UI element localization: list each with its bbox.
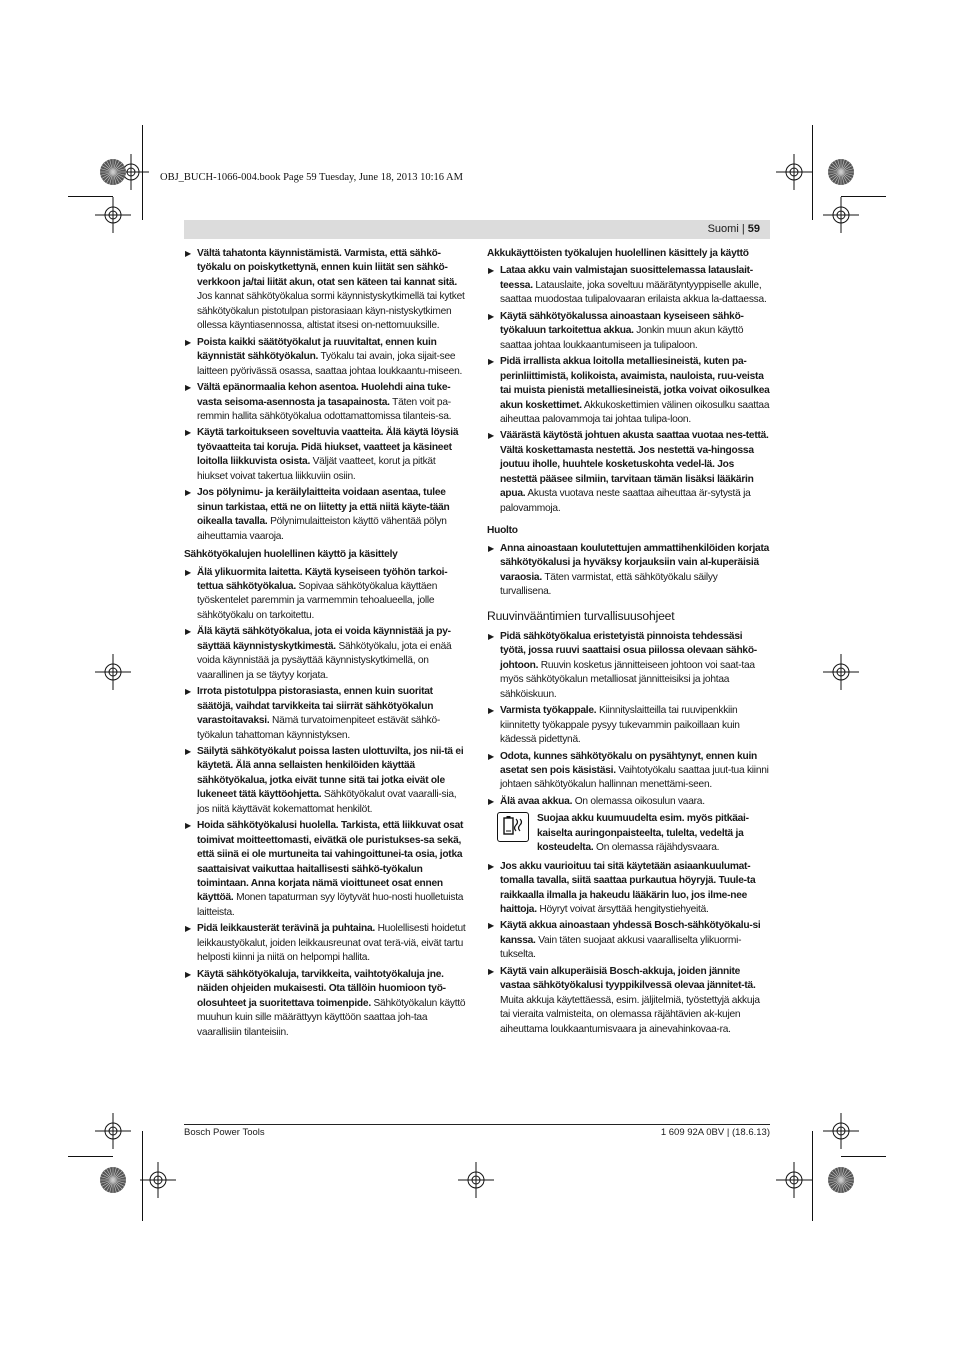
bullet-body-text: Sähkötyökalun käyttö muuhun kuin sille määrättyyn käyttöön saattaa joh-taa vaarallisiin tilanteisiin. <box>197 997 466 1038</box>
bullet-bold-text: Käytä tarkoitukseen soveltuvia vaatteita. Älä käytä löysiä työvaatteita tai koruja. Pidä hiukset, vaatteet ja käsineet loitolla liikkuvista osista. <box>197 427 459 468</box>
bullet-body-text: Akkukoskettimien välinen oikosulku saattaa aiheuttaa palovammoja tai johtaa tulipa-loon. <box>500 399 770 425</box>
bullet-arrow-icon: ▶ <box>488 631 494 641</box>
bullet-body-text: Täten voit pa-remmin hallita sähkötyökalua odottamattomissa tilanteis-sa. <box>197 396 452 422</box>
bullet-item <box>184 625 467 683</box>
bullet-item <box>487 704 770 747</box>
bullet-item <box>487 919 770 962</box>
bullet-arrow-icon: ▶ <box>488 796 494 806</box>
battery-heat-warning-icon <box>497 812 529 842</box>
bullet-arrow-icon: ▶ <box>185 567 191 577</box>
bullet-body-text: Jos kannat sähkötyökalua sormi käynnistyskytkimellä tai kytket sähkötyökalun pistotulpan pistorasiaan käyn-nistyskytkimen ollessa käyntiasennossa, altistat itsesi on-nettomuuksille. <box>197 291 465 332</box>
bullet-bold-text: Irrota pistotulppa pistorasiasta, ennen kuin suoritat säätöjä, vaihdat tarvikkeita tai siirrät sähkötyökalun varastoitavaksi. <box>197 686 434 727</box>
subhead-service: Huolto <box>487 525 518 537</box>
bullet-body-text: Kiinnityslaitteilla tai ruuvipenkkiin kiinnitetty työkappale pysyy tukevammin paikoillaan kuin kädessä pidettynä. <box>500 705 740 746</box>
bullet-arrow-icon: ▶ <box>185 428 191 438</box>
crop-mark-line <box>812 1131 813 1221</box>
bullet-item <box>487 795 770 809</box>
bullet-arrow-icon: ▶ <box>185 488 191 498</box>
bullet-bold-text: Jos pölynimu- ja keräilylaitteita voidaan asentaa, tulee sinun tarkistaa, että ne on liitetty ja että niitä käyte-tään oikealla tavalla. <box>197 487 450 528</box>
bullet-bold-text: Pidä sähkötyökalua eristetyistä pinnoista tehdessäsi työtä, jossa ruuvi saattaisi osua piilossa olevaan sähkö-johtoon. <box>500 630 757 671</box>
registration-mark-icon <box>821 1111 861 1151</box>
registration-mark-icon <box>456 1160 496 1200</box>
bullet-bold-text: Säilytä sähkötyökalut poissa lasten ulottuvilta, jos nii-tä ei käytetä. Älä anna sellaisten henkilöiden käyttää sähkötyökalua, jotka eivät tunne sitä tai jotka eivät ole lukeneet tätä käyttöohjetta. <box>197 745 464 801</box>
bullet-bold-text: Pidä irrallista akkua loitolla metalliesineistä, kuten pa-perinliittimistä, kolikoista, avaimista, nauloista, ruu-veista tai muista pienistä metalliesineistä, jotka voivat oikosulkea akun koskettimet. <box>500 356 770 411</box>
bullet-bold-text: Jos akku vaurioituu tai sitä käytetään asiaankuulumat-tomalla tavalla, siitä saattaa purkautua höyryjä. Tuule-ta raikkaalla ilmalla ja hakeudu lääkärin luo, jos ilme-nee haittoja. <box>500 860 756 916</box>
bullet-arrow-icon: ▶ <box>488 921 494 931</box>
color-target-icon <box>98 1165 128 1195</box>
bullet-arrow-icon: ▶ <box>185 969 191 979</box>
page-number: 59 <box>747 223 760 235</box>
crop-mark-line <box>142 1131 143 1221</box>
bullet-item <box>487 965 770 1037</box>
footer-doc-code: 1 609 92A 0BV | (18.6.13) <box>660 1127 770 1138</box>
bullet-bold-text: Varmista työkappale. <box>500 705 597 717</box>
warning-block <box>497 812 770 855</box>
bullet-arrow-icon: ▶ <box>185 687 191 697</box>
bullet-item <box>184 381 467 424</box>
bullet-item <box>487 630 770 702</box>
section-name: Suomi <box>707 223 739 235</box>
registration-mark-icon <box>93 1111 133 1151</box>
subhead-tool-use: Sähkötyökalujen huolellinen käyttö ja käsittely <box>184 549 398 561</box>
bullet-arrow-icon: ▶ <box>488 431 494 441</box>
registration-mark-icon <box>93 195 133 235</box>
crop-mark-line <box>68 1156 113 1157</box>
bullet-body-text: Höyryt voivat ärsyttää hengitystiehyeitä. <box>536 904 709 916</box>
bullet-item <box>487 355 770 427</box>
bullet-arrow-icon: ▶ <box>185 383 191 393</box>
screw-items <box>487 630 770 809</box>
page-header-text: Suomi | 59 <box>707 223 760 235</box>
registration-mark-icon <box>138 1160 178 1200</box>
registration-mark-icon <box>774 1160 814 1200</box>
bullet-body-text: Sähkötyökalu, jota ei enää voida käynnistää ja pysäyttää käynnistyskytkimellä, on vaarallinen ja se täytyy korjata. <box>197 640 452 681</box>
bullet-arrow-icon: ▶ <box>488 543 494 553</box>
bullet-arrow-icon: ▶ <box>488 266 494 276</box>
bullet-body-text: Työkalu tai avain, joka sijait-see laitteen pyörivässä osassa, saattaa johtaa loukkaantu-miseen. <box>197 351 463 377</box>
right-column <box>487 247 770 1039</box>
bullet-bold-text: Poista kaikki säätötyökalut ja ruuvitaltat, ennen kuin käynnistät sähkötyökalun. <box>197 336 437 363</box>
bullet-item <box>184 566 467 624</box>
bullet-bold-text: Pidä leikkausterät terävinä ja puhtaina. <box>197 923 375 935</box>
bullet-arrow-icon: ▶ <box>185 337 191 347</box>
bullet-bold-text: Käytä sähkötyökaluja, tarvikkeita, vaihtotyökaluja jne. näiden ohjeiden mukaisesti. Ota tällöin huomioon työ-olosuhteet ja suoritettava toimenpide. <box>197 968 446 1009</box>
bullet-body-text: Akusta vuotava neste saattaa aiheuttaa är-sytystä ja palovammoja. <box>500 488 751 514</box>
bullet-arrow-icon: ▶ <box>185 746 191 756</box>
bullet-bold-text: Älä käytä sähkötyökalua, jota ei voida käynnistää ja py-säyttää käynnistyskytkimestä. <box>197 626 451 652</box>
subhead-battery: Akkukäyttöisten työkalujen huolellinen käsittely ja käyttö <box>487 248 749 259</box>
bullet-bold-text: Käytä akkua ainoastaan yhdessä Bosch-sähkötyökalu-si kanssa. <box>500 920 761 946</box>
bullet-body-text: Täten varmistat, että sähkötyökalu säilyy turvallisena. <box>500 571 718 597</box>
left-items-b <box>184 566 467 1041</box>
bullet-body-text: Latauslaite, joka soveltuu määrätyntyyppiselle akulle, saattaa muodostaa tulipalovaaran erilaista akkua la-dattaessa. <box>500 279 767 306</box>
bullet-arrow-icon: ▶ <box>185 627 191 637</box>
bullet-item <box>184 486 467 544</box>
bullet-arrow-icon: ▶ <box>488 861 494 871</box>
warning-text: Suojaa akku kuumuudelta esim. myös pitkäai-kaiselta auringonpaisteelta, tulelta, vedeltä ja kosteudelta. On olemassa räjähdysvaara. <box>537 813 749 854</box>
bullet-arrow-icon: ▶ <box>488 311 494 321</box>
registration-mark-icon <box>821 195 861 235</box>
footer-brand: Bosch Power Tools <box>184 1127 265 1138</box>
bullet-bold-text: Anna ainoastaan koulutettujen ammattihenkilöiden korjata sähkötyökalusi ja hyväksy korjauksiin vain al-kuperäisiä varaosia. <box>500 542 770 583</box>
bullet-body-text: Väljät vaatteet, korut ja pitkät hiukset voivat takertua liikkuviin osiin. <box>197 456 436 482</box>
bullet-arrow-icon: ▶ <box>488 706 494 716</box>
screw-items-b <box>487 860 770 1037</box>
bullet-item <box>184 247 467 334</box>
bullet-bold-text: Lataa akku vain valmistajan suosittelemassa latauslait-teessa. <box>500 265 753 291</box>
page-header-bar <box>184 220 770 239</box>
crop-mark-line <box>841 1156 886 1157</box>
color-target-icon <box>826 157 856 187</box>
battery-items <box>487 264 770 516</box>
bullet-bold-text: Älä ylikuormita laitetta. Käytä kyseiseen työhön tarkoi-tettua sähkötyökalua. <box>197 566 448 592</box>
crop-mark-line <box>142 125 143 220</box>
bullet-arrow-icon: ▶ <box>488 357 494 367</box>
bullet-bold-text: Vältä epänormaalia kehon asentoa. Huolehdi aina tuke-vasta seisoma-asennosta ja tasapainosta. <box>197 382 451 408</box>
bullet-body-text: Jonkin muun akun käyttö saattaa johtaa loukkaantumiseen ja tulipaloon. <box>500 325 744 351</box>
registration-mark-icon <box>821 652 861 692</box>
bullet-bold-text: Käytä vain alkuperäisiä Bosch-akkuja, joiden jännite vastaa sähkötyökalusi tyyppikilvessä olevaa jännitet-tä. <box>500 965 756 992</box>
bullet-body-text: Ruuvin kosketus jännitteiseen johtoon voi saat-taa myös sähkötyökalun metalliosat jännitteisiksi ja johtaa sähköiskuun. <box>500 659 755 700</box>
bullet-body-text: Vaihtotyökalu saattaa juut-tua kiinni johtaen sähkötyökalun hallinnan menettämi-seen. <box>500 764 769 791</box>
registration-mark-icon <box>93 652 133 692</box>
bullet-item <box>487 264 770 307</box>
bullet-body-text: Sopivaa sähkötyökalua käyttäen työskentelet paremmin ja varmemmin tehoalueella, jolle sähkötyökalu on tarkoitettu. <box>197 580 438 621</box>
bullet-item <box>184 336 467 379</box>
bullet-body-text: Huolellisesti hoidetut leikkaustyökalut, joiden leikkausreunat ovat terä-viä, eivät tartu helposti kiinni ja niitä on helpompi hallita. <box>197 923 466 964</box>
bullet-arrow-icon: ▶ <box>185 821 191 831</box>
bullet-item <box>184 685 467 743</box>
bullet-body-text: On olemassa oikosulun vaara. <box>572 795 705 807</box>
bullet-item <box>184 819 467 920</box>
bullet-item <box>487 860 770 918</box>
bullet-item <box>487 429 770 516</box>
bullet-arrow-icon: ▶ <box>185 249 191 258</box>
bullet-item <box>184 968 467 1040</box>
bullet-body-text: Vain täten suojaat akkusi vaaralliselta ylikuormi-tukselta. <box>500 934 742 961</box>
bullet-item <box>184 922 467 965</box>
left-items-a <box>184 247 467 544</box>
bullet-arrow-icon: ▶ <box>488 751 494 761</box>
crop-mark-line <box>812 125 813 220</box>
bullet-bold-text: Älä avaa akkua. <box>500 795 573 807</box>
bullet-body-text: Pölynimulaitteiston käyttö vähentää pölyn aiheuttamia vaaroja. <box>197 516 447 542</box>
color-target-icon <box>826 1165 856 1195</box>
bullet-item <box>487 310 770 353</box>
bullet-bold-text: Hoida sähkötyökalusi huolella. Tarkista, että liikkuvat osat toimivat moitteettomasti, eivätkä ole puristukses-sa sekä, että siinä ei ole murtuneita tai vahingoittunei-ta osia, jotka saattaisivat vaikuttaa haitallisesti sähkö-työkalun toimintaan. Anna korjata nämä vioittuneet osat ennen käyttöä. <box>197 820 464 904</box>
bullet-bold-text: Käytä sähkötyökalussa ainoastaan kyseiseen sähkö-työkaluun tarkoitettua akkua. <box>500 310 744 337</box>
bullet-body-text: Muita akkuja käytettäessä, esim. jäljitelmiä, työstettyjä akkuja tai vieraita valmisteita, on olemassa räjähtävien ak-kujen aiheuttama loukkaantumisvaara ja ainevahinkovaa-ra. <box>500 994 760 1035</box>
bullet-bold-text: Odota, kunnes sähkötyökalu on pysähtynyt, ennen kuin asetat sen pois käsistäsi. <box>500 750 758 776</box>
bullet-body-text: Nämä turvatoimenpiteet estävät sähkö-työkalun tahattoman käynnistyksen. <box>197 715 441 741</box>
section-title-screwdriver: Ruuvinvääntimien turvallisuusohjeet <box>487 609 675 624</box>
bullet-body-text: Sähkötyökalut ovat vaaralli-sia, jos niitä käyttävät kokemattomat henkilöt. <box>197 789 457 815</box>
print-file-info: OBJ_BUCH-1066-004.book Page 59 Tuesday, June 18, 2013 10:16 AM <box>160 172 463 183</box>
bullet-bold-text: Vältä tahatonta käynnistämistä. Varmista, että sähkö-työkalu on poiskytkettynä, ennen kuin liität sen sähkö-verkkoon ja/tai liität akun, otat sen käteen tai kannat sitä. <box>197 248 457 288</box>
crop-mark-line <box>841 196 886 197</box>
bullet-item <box>184 745 467 817</box>
registration-mark-icon <box>774 152 814 192</box>
bullet-body-text: Monen tapaturman syy löytyvät huo-nosti huolletuista laitteista. <box>197 892 464 918</box>
footer-rule <box>184 1124 770 1125</box>
bullet-item <box>487 542 770 600</box>
color-target-icon <box>98 157 128 187</box>
bullet-bold-text: Väärästä käytöstä johtuen akusta saattaa vuotaa nes-tettä. Vältä koskettamasta nestettä. Jos nestettä va-hingossa joutuu iholle, huuhtele kosketuskohta vedel-lä. Jos nestettä pääsee silmiin, tarvitaan tämän lisäksi lääkärin apua. <box>500 430 769 500</box>
left-column <box>184 247 467 1042</box>
bullet-item <box>487 750 770 793</box>
service-items <box>487 542 770 600</box>
crop-mark-line <box>68 196 113 197</box>
bullet-arrow-icon: ▶ <box>488 966 494 976</box>
bullet-arrow-icon: ▶ <box>185 924 191 934</box>
bullet-item <box>184 426 467 484</box>
